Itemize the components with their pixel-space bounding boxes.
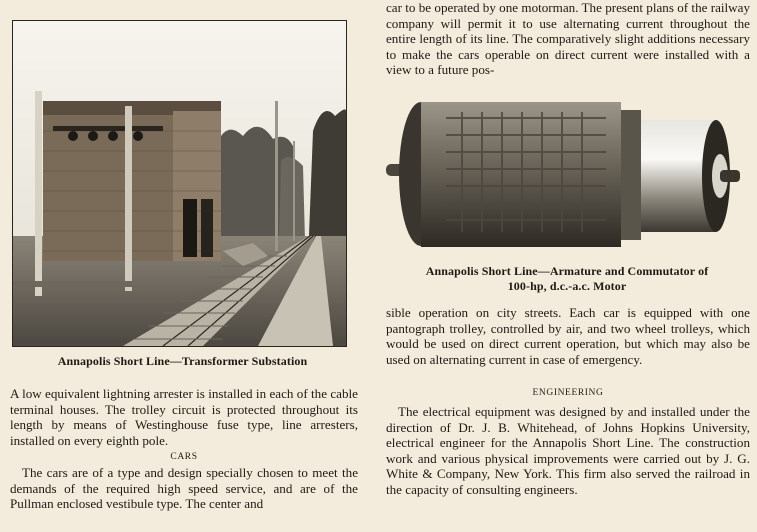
paragraph-motorman: car to be operated by one motorman. The present plans of the railway company will permit it to use alternating current throughout the entire length of its line. The comparatively slight additions necessary to make the cars operable on direct current were installed with a view to a future pos-: [386, 0, 750, 78]
armature-caption-line2: 100-hp, d.c.-a.c. Motor: [507, 279, 627, 293]
paragraph-engineering: The electrical equipment was designed by and installed under the direction of Dr. J. B. Whitehead, of Johns Hopkins University, electrical engineer for the Annapolis Short Line. The construction work and various physical improvements were carried out by J. G. White & Company, New York. This firm also served the railroad in the capacity of consulting engineers.: [386, 404, 750, 497]
section-heading-cars: CARS: [170, 452, 198, 462]
photo-caption: Annapolis Short Line—Transformer Substation: [57, 354, 308, 368]
armature-caption-line1: Annapolis Short Line—Armature and Commutator of: [425, 264, 709, 278]
substation-photo: [12, 20, 347, 347]
paragraph-pantograph: sible operation on city streets. Each car is equipped with one pantograph trolley, controlled by air, and two wheel trolleys, which would be used on direct current operation, but which may also be used on alternating current in case of emergency.: [386, 305, 750, 367]
section-heading-engineering: ENGINEERING: [532, 388, 604, 398]
armature-photo: [386, 92, 748, 260]
armature-caption: [386, 264, 748, 294]
paragraph-lightning-arrester: A low equivalent lightning arrester is installed in each of the cable terminal houses. The trolley circuit is protected throughout its length by means of Westinghouse fuse type, line arresters, installed on every eighth pole.: [10, 386, 358, 448]
paragraph-cars: The cars are of a type and design specially chosen to meet the demands of the required high speed service, and are of the Pullman enclosed vestibule type. The center and: [10, 465, 358, 512]
